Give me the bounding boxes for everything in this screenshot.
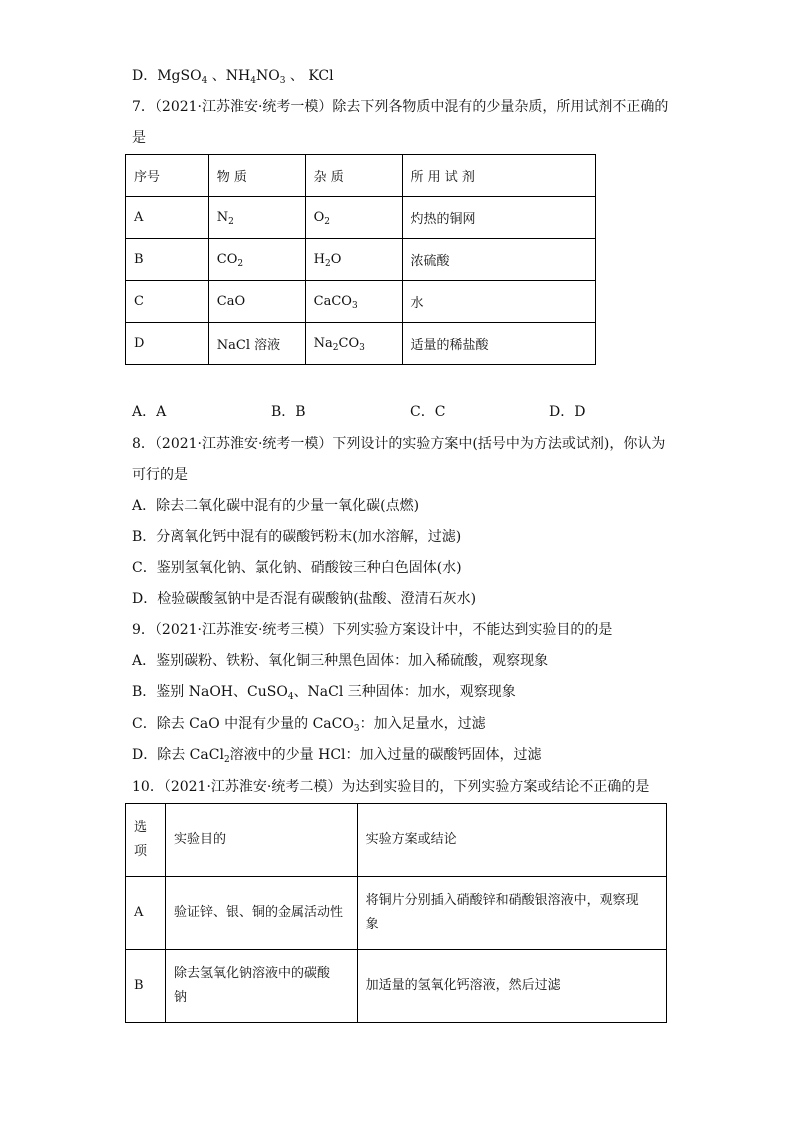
- table-row: [126, 323, 596, 365]
- row-impurity: $O_2$: [305, 197, 402, 239]
- row-plan: 加适量的氢氧化钙溶液，然后过滤: [357, 950, 666, 1023]
- q7-header-cell: 所 用 试 剂: [402, 155, 596, 197]
- q10-stem: 10．（2021·江苏淮安·统考二模）为达到实验目的，下列实验方案或结论不正确的是: [132, 779, 650, 795]
- row-plan: 将铜片分别插入硝酸锌和硝酸银溶液中，观察现 象: [357, 877, 666, 950]
- q7-option-d: D．D: [549, 404, 586, 420]
- q10-header-purpose: 实验目的: [165, 804, 357, 877]
- row-impurity: $H_2O$: [305, 239, 402, 281]
- q9-stem: 9．（2021·江苏淮安·统考三模）下列实验方案设计中，不能达到实验目的的是: [132, 622, 613, 638]
- row-id: C: [126, 281, 209, 323]
- row-substance: $N_2$: [208, 197, 305, 239]
- table-row: [126, 197, 596, 239]
- q8-option-b: B．分离氧化钙中混有的碳酸钙粉末(加水溶解，过滤): [132, 529, 462, 545]
- row-id: A: [126, 877, 166, 950]
- row-substance: NaCl 溶液: [208, 323, 305, 365]
- q7-option-b: B．B: [271, 404, 306, 420]
- q10-header-option: 选 项: [126, 804, 166, 877]
- q7-header-cell: 序号: [126, 155, 209, 197]
- q10-header-row: [126, 804, 667, 877]
- row-id: D: [126, 323, 209, 365]
- q10-table: [125, 803, 667, 1023]
- row-reagent: 灼热的铜网: [402, 197, 596, 239]
- row-id: A: [126, 197, 209, 239]
- q8-option-d: D．检验碳酸氢钠中是否混有碳酸钠(盐酸、澄清石灰水): [132, 591, 477, 607]
- q7-option-c: C．C: [410, 404, 446, 420]
- row-reagent: 浓硫酸: [402, 239, 596, 281]
- q7-stem-line1: 7．（2021·江苏淮安·统考一模）除去下列各物质中混有的少量杂质，所用试剂不正确的: [132, 99, 669, 115]
- table-row: [126, 950, 667, 1023]
- table-row: [126, 877, 667, 950]
- q8-option-a: A．除去二氧化碳中混有的少量一氧化碳(点燃): [132, 498, 420, 514]
- q7-stem-line2: 是: [132, 130, 146, 146]
- q7-header-row: [126, 155, 596, 197]
- row-substance: CaO: [208, 281, 305, 323]
- q9-option-b: B．鉴别 NaOH、CuSO$_4$、NaCl 三种固体：加水，观察现象: [132, 684, 516, 702]
- q8-option-c: C．鉴别氢氧化钠、氯化钠、硝酸铵三种白色固体(水): [132, 560, 462, 576]
- row-id: B: [126, 950, 166, 1023]
- row-purpose: 验证锌、银、铜的金属活动性: [165, 877, 357, 950]
- q8-stem-line1: 8．（2021·江苏淮安·统考一模）下列设计的实验方案中(括号中为方法或试剂)，你认为: [132, 436, 666, 452]
- q9-option-a: A．鉴别碳粉、铁粉、氧化铜三种黑色固体：加入稀硫酸，观察现象: [132, 653, 549, 669]
- q7-header-cell: 杂 质: [305, 155, 402, 197]
- row-substance: $CO_2$: [208, 239, 305, 281]
- q8-stem-line2: 可行的是: [132, 467, 188, 483]
- q9-option-c: C．除去 CaO 中混有少量的 CaCO$_3$：加入足量水，过滤: [132, 716, 486, 734]
- row-impurity: CaCO$_3$: [305, 281, 402, 323]
- row-reagent: 适量的稀盐酸: [402, 323, 596, 365]
- row-purpose: 除去氢氧化钠溶液中的碳酸 钠: [165, 950, 357, 1023]
- q7-option-a: A．A: [132, 404, 167, 420]
- table-row: [126, 239, 596, 281]
- table-row: [126, 281, 596, 323]
- q7-header-cell: 物 质: [208, 155, 305, 197]
- q7-table: [125, 154, 596, 365]
- q6-option-d: D．MgSO$_4$ 、$NH_4NO_3$ 、 KCl: [132, 68, 334, 86]
- row-id: B: [126, 239, 209, 281]
- q9-option-d: D．除去 CaCl$_2$溶液中的少量 HCl：加入过量的碳酸钙固体，过滤: [132, 747, 542, 765]
- row-impurity: $Na_2CO_3$: [305, 323, 402, 365]
- row-reagent: 水: [402, 281, 596, 323]
- q10-header-plan: 实验方案或结论: [357, 804, 666, 877]
